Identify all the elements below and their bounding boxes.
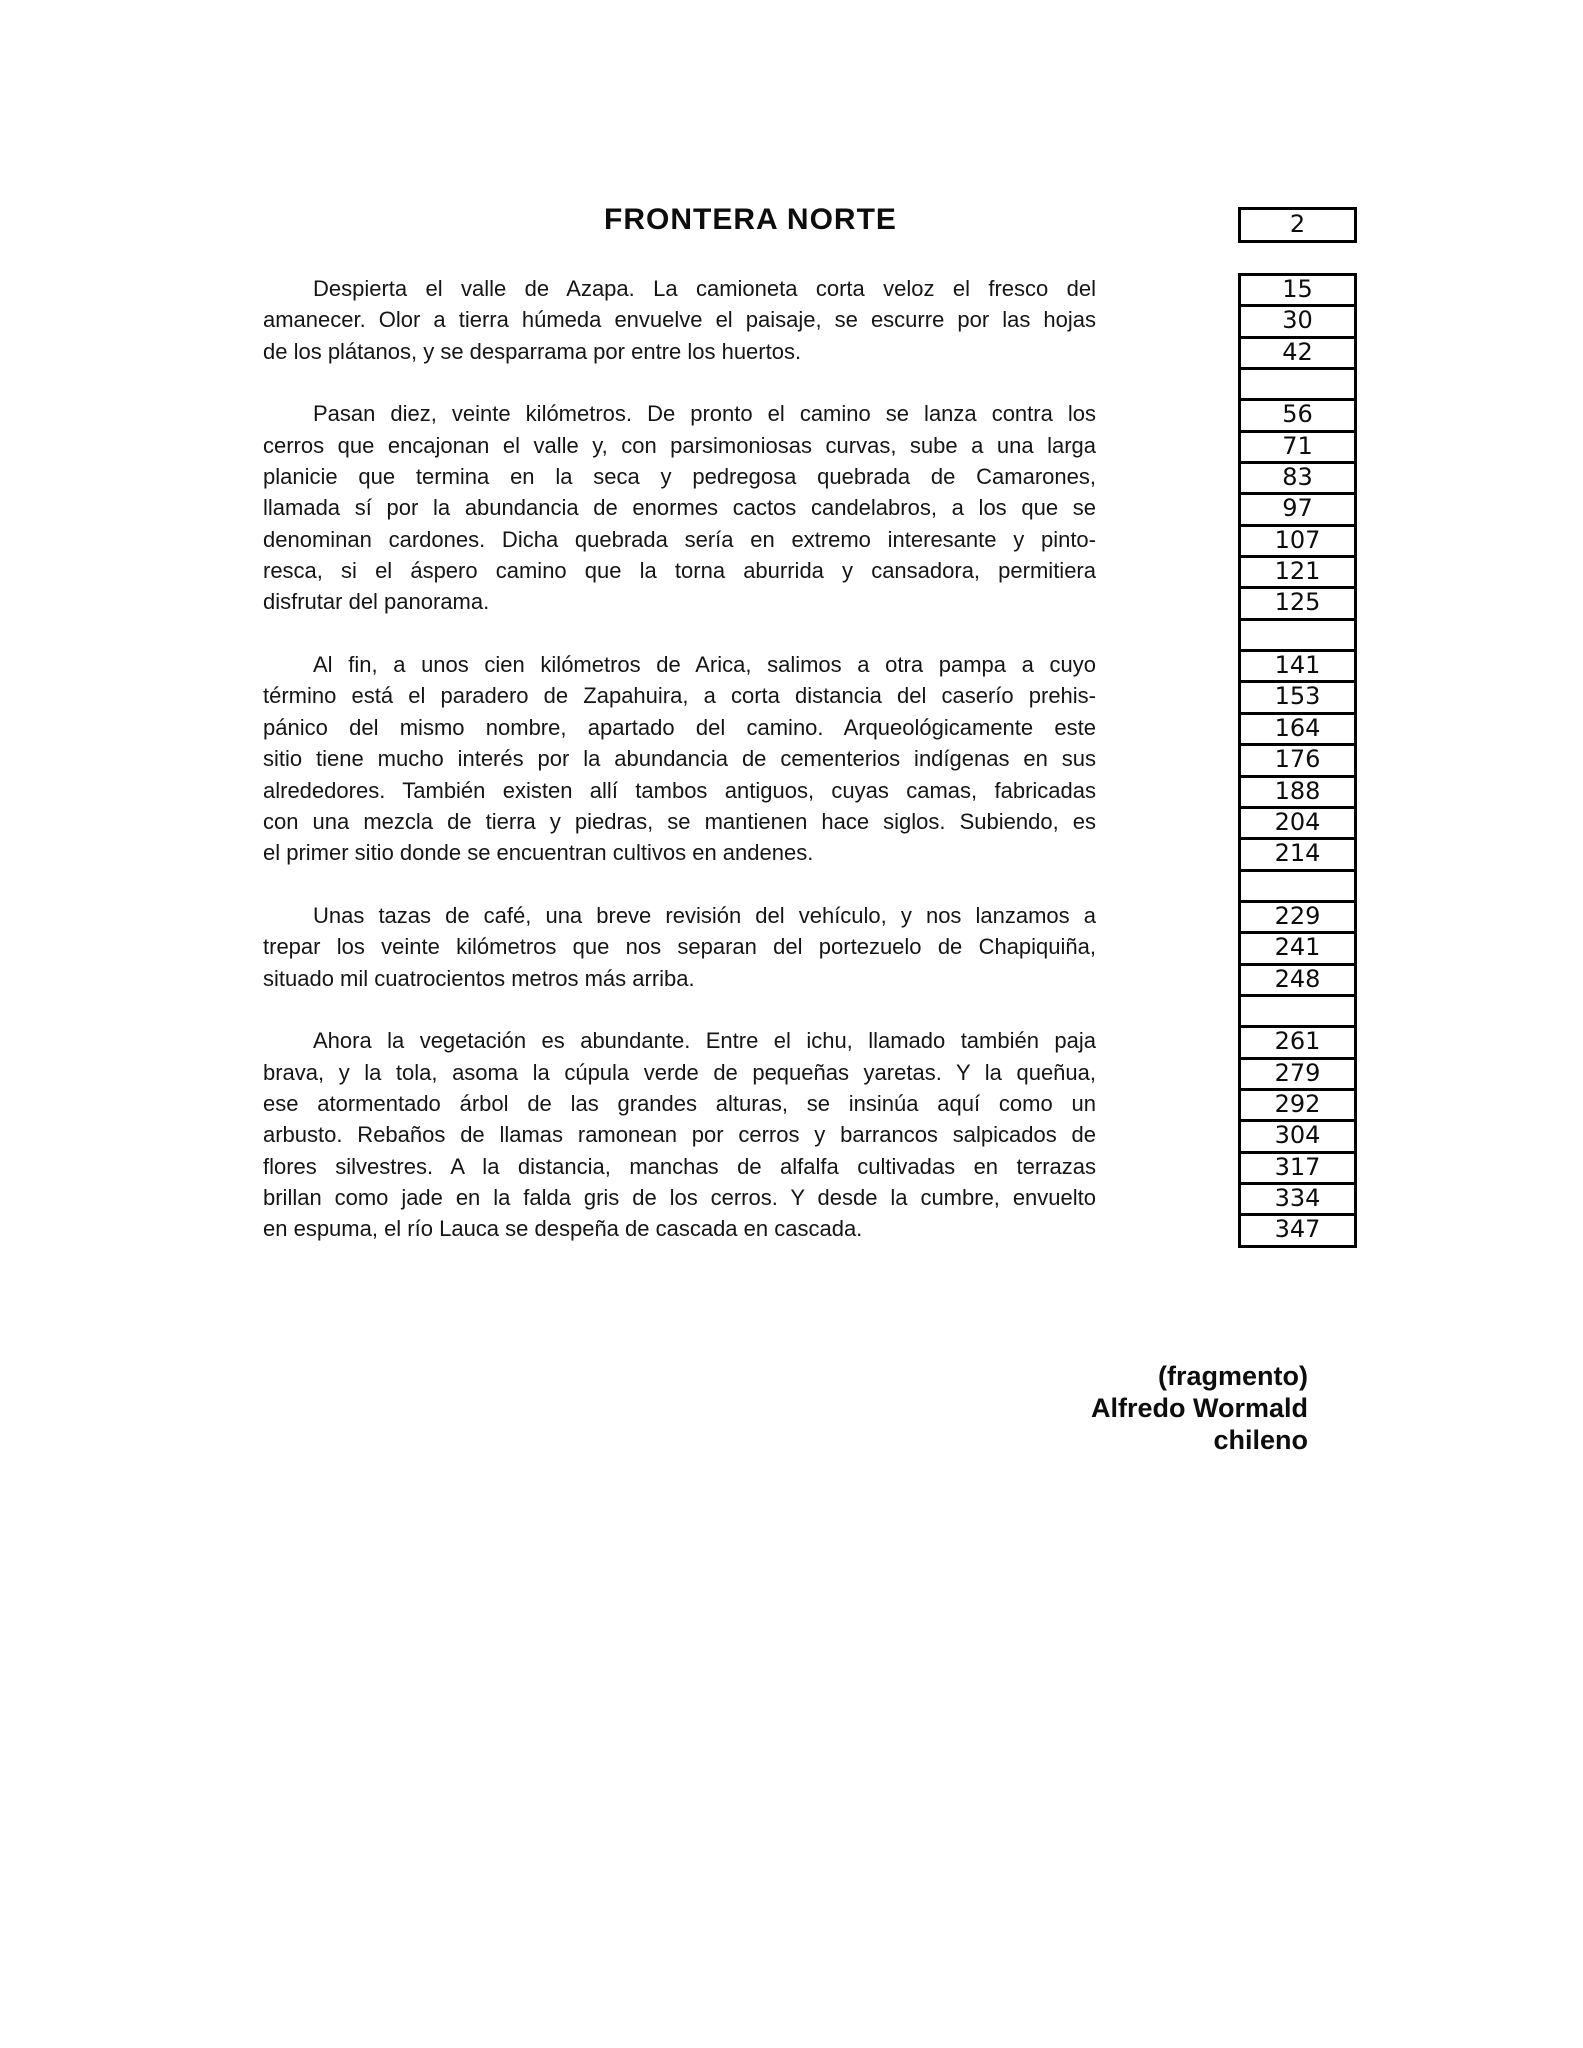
text-line: cerros que encajonan el valle y, con parsimoniosas curvas, sube a una larga xyxy=(263,432,1096,458)
word-count-cell xyxy=(1241,872,1354,903)
text-line xyxy=(263,618,1096,649)
text-line: denominan cardones. Dicha quebrada sería en extremo interesante y pinto- xyxy=(263,526,1096,552)
word-count-cell: 153 xyxy=(1241,683,1354,714)
text-line: disfrutar del panorama. xyxy=(263,589,490,615)
page-number: 2 xyxy=(1289,210,1306,238)
text-line: situado mil cuatrocientos metros más arriba. xyxy=(263,965,695,991)
text-line: Unas tazas de café, una breve revisión del vehículo, y nos lanzamos a xyxy=(313,902,1096,928)
word-count-cell: 188 xyxy=(1241,778,1354,809)
text-line: llamada sí por la abundancia de enormes cactos candelabros, a los que se xyxy=(263,495,1096,521)
text-line: brava, y la tola, asoma la cúpula verde de pequeñas yaretas. Y la queñua, xyxy=(263,1059,1096,1085)
text-line: en espuma, el río Lauca se despeña de cascada en cascada. xyxy=(263,1216,863,1242)
word-count-cell: 261 xyxy=(1241,1028,1354,1059)
text-line: alrededores. También existen allí tambos antiguos, cuyas camas, fabricadas xyxy=(263,777,1096,803)
text-line: con una mezcla de tierra y piedras, se mantienen hace siglos. Subiendo, es xyxy=(263,808,1096,834)
text-line: Pasan diez, veinte kilómetros. De pronto el camino se lanza contra los xyxy=(313,401,1096,427)
word-count-cell: 15 xyxy=(1241,276,1354,307)
body-text-column xyxy=(263,273,1096,1245)
title-container xyxy=(263,203,1238,237)
text-line: Ahora la vegetación es abundante. Entre el ichu, llamado también paja xyxy=(313,1028,1096,1054)
text-line: pánico del mismo nombre, apartado del camino. Arqueológicamente este xyxy=(263,714,1096,740)
text-line xyxy=(263,994,1096,1025)
word-count-cell: 214 xyxy=(1241,840,1354,871)
word-count-cell: 241 xyxy=(1241,934,1354,965)
word-count-cell: 292 xyxy=(1241,1091,1354,1122)
word-count-cell: 304 xyxy=(1241,1122,1354,1153)
text-line: de los plátanos, y se desparrama por entre los huertos. xyxy=(263,338,802,364)
text-line xyxy=(263,869,1096,900)
page-number-box xyxy=(1238,207,1357,243)
text-line: resca, si el áspero camino que la torna aburrida y cansadora, permitiera xyxy=(263,558,1096,584)
attribution-nationality: chileno xyxy=(1213,1425,1308,1455)
word-count-cell xyxy=(1241,997,1354,1028)
word-count-cell xyxy=(1241,370,1354,401)
word-count-cell: 141 xyxy=(1241,652,1354,683)
word-count-cell: 56 xyxy=(1241,401,1354,432)
page-title: FRONTERA NORTE xyxy=(604,203,897,236)
word-count-cell: 71 xyxy=(1241,433,1354,464)
word-count-cell: 125 xyxy=(1241,589,1354,620)
word-count-cell: 229 xyxy=(1241,903,1354,934)
word-count-cell: 248 xyxy=(1241,966,1354,997)
word-count-cell: 30 xyxy=(1241,307,1354,338)
word-count-cell: 279 xyxy=(1241,1060,1354,1091)
word-count-cell: 176 xyxy=(1241,746,1354,777)
text-line: Al fin, a unos cien kilómetros de Arica, salimos a otra pampa a cuyo xyxy=(313,652,1096,678)
word-count-cell: 107 xyxy=(1241,527,1354,558)
word-count-cell xyxy=(1241,621,1354,652)
word-count-cell: 121 xyxy=(1241,558,1354,589)
word-count-cell: 334 xyxy=(1241,1185,1354,1216)
text-line: brillan como jade en la falda gris de los cerros. Y desde la cumbre, envuelto xyxy=(263,1184,1096,1210)
text-line: término está el paradero de Zapahuira, a corta distancia del caserío prehis- xyxy=(263,683,1096,709)
text-line: Despierta el valle de Azapa. La camioneta corta veloz el fresco del xyxy=(313,276,1096,301)
text-line xyxy=(263,367,1096,398)
attribution-fragment-label: (fragmento) xyxy=(1158,1361,1308,1391)
word-count-cell: 347 xyxy=(1241,1216,1354,1247)
word-count-table xyxy=(1238,273,1357,1248)
word-count-cell: 97 xyxy=(1241,495,1354,526)
attribution-author: Alfredo Wormald xyxy=(1090,1393,1308,1423)
text-line: trepar los veinte kilómetros que nos separan del portezuelo de Chapiquiña, xyxy=(263,934,1096,960)
word-count-cell: 83 xyxy=(1241,464,1354,495)
word-count-cell: 42 xyxy=(1241,339,1354,370)
word-count-cell: 164 xyxy=(1241,715,1354,746)
text-line: amanecer. Olor a tierra húmeda envuelve el paisaje, se escurre por las hojas xyxy=(263,307,1096,333)
text-line: sitio tiene mucho interés por la abundancia de cementerios indígenas en sus xyxy=(263,746,1096,772)
text-line: el primer sitio donde se encuentran cultivos en andenes. xyxy=(263,840,814,866)
word-count-cell: 317 xyxy=(1241,1154,1354,1185)
text-line: arbusto. Rebaños de llamas ramonean por cerros y barrancos salpicados de xyxy=(263,1122,1096,1148)
attribution-block xyxy=(263,1360,1308,1456)
text-line: flores silvestres. A la distancia, manchas de alfalfa cultivadas en terrazas xyxy=(263,1153,1096,1179)
word-count-cell: 204 xyxy=(1241,809,1354,840)
text-line: ese atormentado árbol de las grandes alturas, se insinúa aquí como un xyxy=(263,1090,1096,1116)
text-line: planicie que termina en la seca y pedregosa quebrada de Camarones, xyxy=(263,464,1096,490)
